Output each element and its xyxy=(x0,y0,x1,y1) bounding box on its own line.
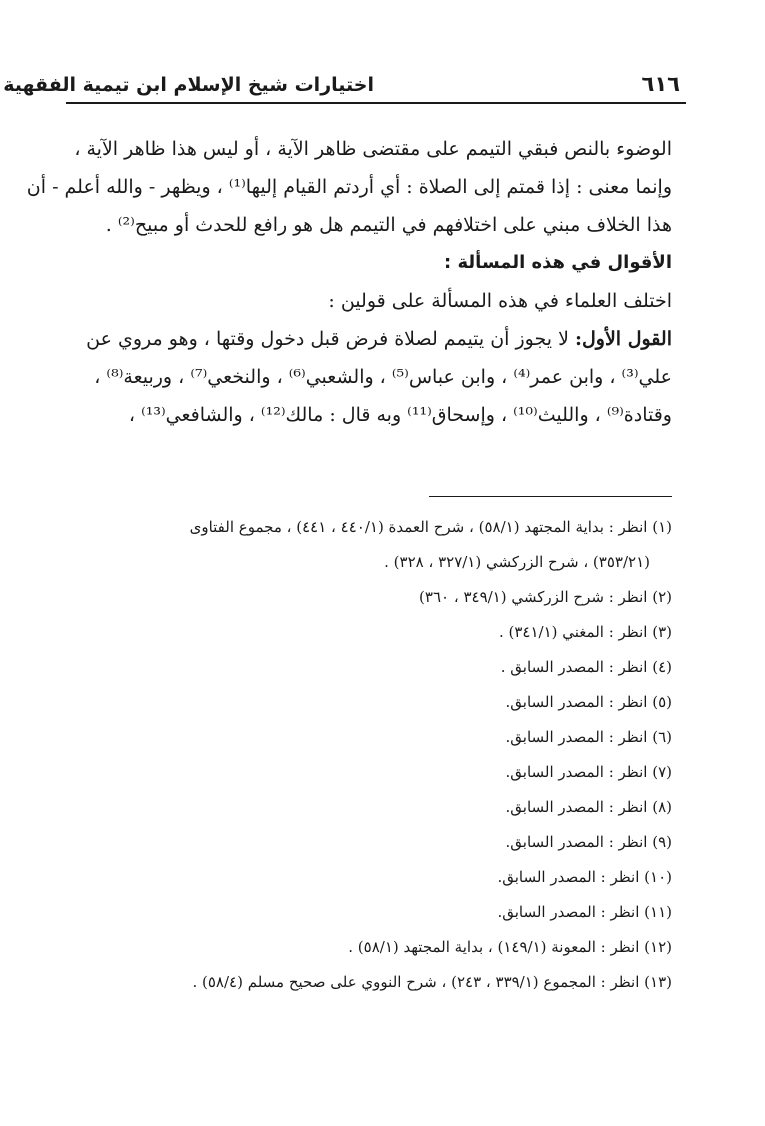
footnote-12: (١٢) انظر : المعونة (١٤٩/١) ، بداية المجتهد (٥٨/١) . xyxy=(348,938,672,956)
body-line-2: وإنما معنى : إذا قمتم إلى الصلاة : أي أردتم القيام إليها⁽¹⁾ ، ويظهر - والله أعلم - أن xyxy=(26,176,672,198)
footnote-5: (٥) انظر : المصدر السابق. xyxy=(505,693,672,711)
footnote-divider xyxy=(429,496,672,497)
footnotes xyxy=(72,510,672,1000)
first-opinion-line-2: علي⁽³⁾ ، وابن عمر⁽⁴⁾ ، وابن عباس⁽⁵⁾ ، والشعبي⁽⁶⁾ ، والنخعي⁽⁷⁾ ، وربيعة⁽⁸⁾ ، xyxy=(94,366,672,388)
footnote-6: (٦) انظر : المصدر السابق. xyxy=(505,728,672,746)
first-opinion-line-1 xyxy=(72,320,672,358)
body-line-1: الوضوء بالنص فبقي التيمم على مقتضى ظاهر الآية ، أو ليس هذا ظاهر الآية ، xyxy=(74,138,672,160)
footnote-9: (٩) انظر : المصدر السابق. xyxy=(505,833,672,851)
footnote-13: (١٣) انظر : المجموع (٣٣٩/١ ، ٢٤٣) ، شرح النووي على صحيح مسلم (٥٨/٤) . xyxy=(192,973,672,991)
page-number: ٦١٦ xyxy=(641,72,680,96)
footnote-11: (١١) انظر : المصدر السابق. xyxy=(497,903,672,921)
footnote-1-continued: (٣٥٣/٢١) ، شرح الزركشي (٣٢٧/١ ، ٣٢٨) . xyxy=(384,553,650,571)
body-line-3: هذا الخلاف مبني على اختلافهم في التيمم هل هو رافع للحدث أو مبيح⁽²⁾ . xyxy=(105,214,672,236)
intro-line: اختلف العلماء في هذه المسألة على قولين : xyxy=(328,290,672,312)
page-header xyxy=(3,70,686,104)
first-opinion-line-3: وقتادة⁽⁹⁾ ، والليث⁽¹⁰⁾ ، وإسحاق⁽¹¹⁾ وبه قال : مالك⁽¹²⁾ ، والشافعي⁽¹³⁾ ، xyxy=(128,404,672,426)
footnote-1: (١) انظر : بداية المجتهد (٥٨/١) ، شرح العمدة (٤٤٠/١ ، ٤٤١) ، مجموع الفتاوى xyxy=(189,518,672,536)
section-heading: الأقوال في هذه المسألة : xyxy=(444,252,672,273)
first-opinion-label: القول الأول: xyxy=(574,328,672,350)
footnote-3: (٣) انظر : المغني (٣٤١/١) . xyxy=(498,623,672,641)
footnote-10: (١٠) انظر : المصدر السابق. xyxy=(497,868,672,886)
header-divider xyxy=(66,102,686,104)
running-title: اختيارات شيخ الإسلام ابن تيمية الفقهية xyxy=(3,74,374,96)
footnote-8: (٨) انظر : المصدر السابق. xyxy=(505,798,672,816)
first-opinion-text: لا يجوز أن يتيمم لصلاة فرض قبل دخول وقتها ، وهو مروي عن xyxy=(86,328,575,350)
footnote-7: (٧) انظر : المصدر السابق. xyxy=(505,763,672,781)
main-text xyxy=(26,130,672,434)
footnote-4: (٤) انظر : المصدر السابق . xyxy=(500,658,672,676)
footnote-2: (٢) انظر : شرح الزركشي (٣٤٩/١ ، ٣٦٠) xyxy=(419,588,672,606)
